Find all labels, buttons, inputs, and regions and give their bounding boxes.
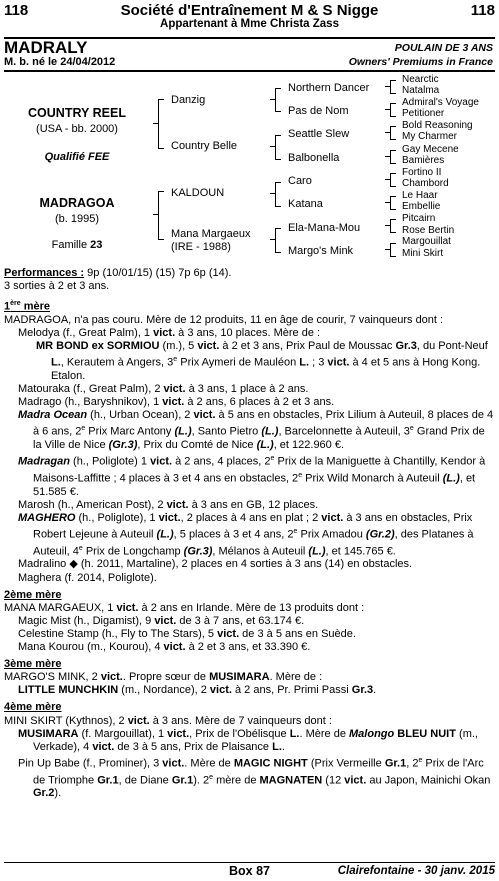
pedigree-gen4: My Charmer: [402, 131, 458, 142]
owner-subtitle: Appartenant à Mme Christa Zass: [160, 18, 339, 30]
produce-entry: Matouraka (f., Great Palm), 2 vict. à 3 ans, 1 place à 2 ans.: [18, 383, 309, 396]
produce-entry: Magic Mist (h., Digamist), 9 vict. de 3 à 7 ans, et 63.174 €.: [18, 614, 305, 627]
birth-info: M. b. né le 24/04/2012: [4, 56, 116, 68]
section-heading: 4ème mère: [4, 701, 62, 714]
pedigree-gen4: Gay Mecene: [402, 144, 459, 155]
pedigree-gen3: Pas de Nom: [288, 105, 349, 117]
sale-info: Clairefontaine - 30 janv. 2015: [337, 865, 495, 877]
catalogue-body: [4, 267, 495, 800]
pedigree-gen3: Caro: [288, 175, 312, 187]
premiums-label: Owners' Premiums in France: [348, 56, 493, 68]
divider: [4, 862, 495, 863]
pedigree-bracket: [158, 191, 164, 240]
pedigree-gen3: Margo's Mink: [288, 245, 354, 257]
pedigree-gen4: Fortino II: [402, 167, 442, 178]
horse-category: POULAIN DE 3 ANS: [394, 42, 493, 54]
box-number: Box 87: [229, 864, 270, 878]
pedigree-gen4: Mini Skirt: [402, 248, 444, 259]
section-heading: 1ère mère: [4, 300, 50, 313]
pedigree-gen3: Ela-Mana-Mou: [288, 222, 361, 234]
pedigree-gen3: Northern Dancer: [288, 82, 370, 94]
dam-paragraph: MARGO'S MINK, 2 vict.. Propre sœur de MUSIMARA. Mère de :: [4, 671, 323, 684]
section-heading: 3ème mère: [4, 658, 62, 671]
produce-entry: Melodya (f., Great Palm), 1 vict. à 3 ans, 10 places. Mère de :: [18, 327, 321, 340]
produce-entry: Madragan (h., Poliglote) 1 vict. à 2 ans, 4 places, 2e Prix de la Maniguette à Chantilly, Kendor à Maisons-Laffitte ; 4 places à 3 et 4 ans en obstacles, 2e Prix Wild Monarch à Auteuil (L.), et 51.585 €.: [18, 455, 486, 498]
produce-entry: Madra Ocean (h., Urban Ocean), 2 vict. à 5 ans en obstacles, Prix Lilium à Auteuil, 8 places de 4 à 6 ans, 2e Prix Marc Antony (L.), Santo Pietro (L.), Barcelonnette à Auteuil, 3e Grand Prix de la Ville de Nice (Gr.3), Prix du Comté de Nice (L.), et 122.960 €.: [18, 409, 494, 452]
produce-entry: Pin Up Babe (f., Prominer), 3 vict.. Mère de MAGIC NIGHT (Prix Vermeille Gr.1, 2e Prix de l'Arc de Triomphe Gr.1, de Diane Gr.1). 2e mère de MAGNATEN (12 vict. au Japon, Mainichi Okan Gr.2).: [18, 756, 491, 800]
pedigree-gen2: Country Belle: [171, 140, 238, 152]
pedigree-gen4: Bamières: [402, 155, 445, 166]
pedigree-gen4: Rose Bertin: [402, 225, 455, 236]
produce-entry: Marosh (h., American Post), 2 vict. à 3 ans en GB, 12 places.: [18, 498, 319, 511]
lot-number-right: 118: [470, 2, 495, 19]
pedigree-gen4: Nearctic: [402, 74, 439, 85]
pedigree-gen4: Bold Reasoning: [402, 120, 473, 131]
dam-family: Famille 23: [51, 239, 103, 251]
produce-entry: Celestine Stamp (h., Fly to The Stars), 5 vict. de 3 à 5 ans en Suède.: [18, 627, 356, 640]
dam-paragraph: MANA MARGAEUX, 1 vict. à 2 ans en Irlande. Mère de 13 produits dont :: [4, 601, 365, 614]
pedigree-gen3: Seattle Slew: [288, 128, 350, 140]
pedigree-gen2: KALDOUN: [171, 187, 225, 199]
produce-entry: Mana Kourou (m., Kourou), 4 vict. à 2 et 3 ans, et 33.390 €.: [18, 641, 311, 654]
produce-entry: LITTLE MUNCHKIN (m., Nordance), 2 vict. à 2 ans, Pr. Primi Passi Gr.3.: [18, 684, 377, 697]
pedigree-gen2: Mana Margaeux: [171, 228, 251, 240]
divider: [4, 70, 495, 72]
sire-name: COUNTRY REEL: [28, 106, 126, 120]
pedigree-gen3: Katana: [288, 198, 323, 210]
pedigree-gen4: Admiral's Voyage: [402, 97, 479, 108]
pedigree-gen4: Petitioner: [402, 108, 445, 119]
dam-name: MADRAGOA: [39, 196, 115, 210]
dam-paragraph: MINI SKIRT (Kythnos), 2 vict. à 3 ans. Mère de 7 vainqueurs dont :: [4, 714, 332, 727]
dam-paragraph: MADRAGOA, n'a pas couru. Mère de 12 produits, 11 en âge de courir, 7 vainqueurs dont :: [4, 313, 444, 326]
pedigree-gen4: Chambord: [402, 178, 449, 189]
performances-runs: 3 sorties à 2 et 3 ans.: [4, 280, 110, 293]
pedigree-gen3: Balbonella: [288, 152, 340, 164]
pedigree-gen4: Margouillat: [402, 236, 451, 247]
pedigree-gen2: (IRE - 1988): [171, 241, 231, 253]
pedigree-gen4: Pitcairn: [402, 213, 436, 224]
pedigree-bracket: [158, 99, 164, 149]
performances: Performances : 9p (10/01/15) (15) 7p 6p (14).: [4, 267, 232, 279]
pedigree-gen4: Embellie: [402, 201, 441, 212]
sire-details: (USA - bb. 2000): [36, 123, 118, 135]
produce-entry: Madrago (h., Baryshnikov), 1 vict. à 2 ans, 6 places à 2 et 3 ans.: [18, 396, 335, 409]
lot-number-left: 118: [4, 2, 29, 19]
dam-details: (b. 1995): [54, 213, 100, 225]
owner-title: Société d'Entraînement M & S Nigge: [120, 2, 379, 19]
sire-qualification: Qualifié FEE: [44, 151, 110, 163]
produce-entry: MAGHERO (h., Poliglote), 1 vict., 2 places à 4 ans en plat ; 2 vict. à 3 ans en obstacles, Prix Robert Lejeune à Auteuil (L.), 5 places à 3 et 4 ans, 2e Prix Amadou (Gr.2), des Platanes à Auteuil, 4e Prix de Longchamp (Gr.3), Mélanos à Auteuil (L.), et 145.765 €.: [18, 511, 474, 558]
horse-name: MADRALY: [4, 38, 88, 57]
pedigree-gen4: Natalma: [402, 85, 440, 96]
pedigree-gen4: Le Haar: [402, 190, 438, 201]
produce-entry: MUSIMARA (f. Margouillat), 1 vict., Prix de l'Obélisque L.. Mère de Malongo BLEU NUIT (m., Verkade), 4 vict. de 3 à 5 ans, Prix de Plaisance L..: [18, 727, 478, 753]
pedigree-gen2: Danzig: [171, 94, 206, 106]
produce-entry: Madralino ◆ (h. 2011, Martaline), 2 places en 4 sorties à 3 ans (14) en obstacles.: [18, 558, 413, 571]
produce-entry: Maghera (f. 2014, Poliglote).: [18, 571, 157, 584]
section-heading: 2ème mère: [4, 588, 62, 601]
produce-entry: MR BOND ex SORMIOU (m.), 5 vict. à 2 et 3 ans, Prix Paul de Moussac Gr.3, du Pont-Neuf L., Kerautem à Angers, 3e Prix Aymeri de Mauléon L. ; 3 vict. à 4 et 5 ans à Hong Kong. Etalon.: [36, 340, 488, 382]
